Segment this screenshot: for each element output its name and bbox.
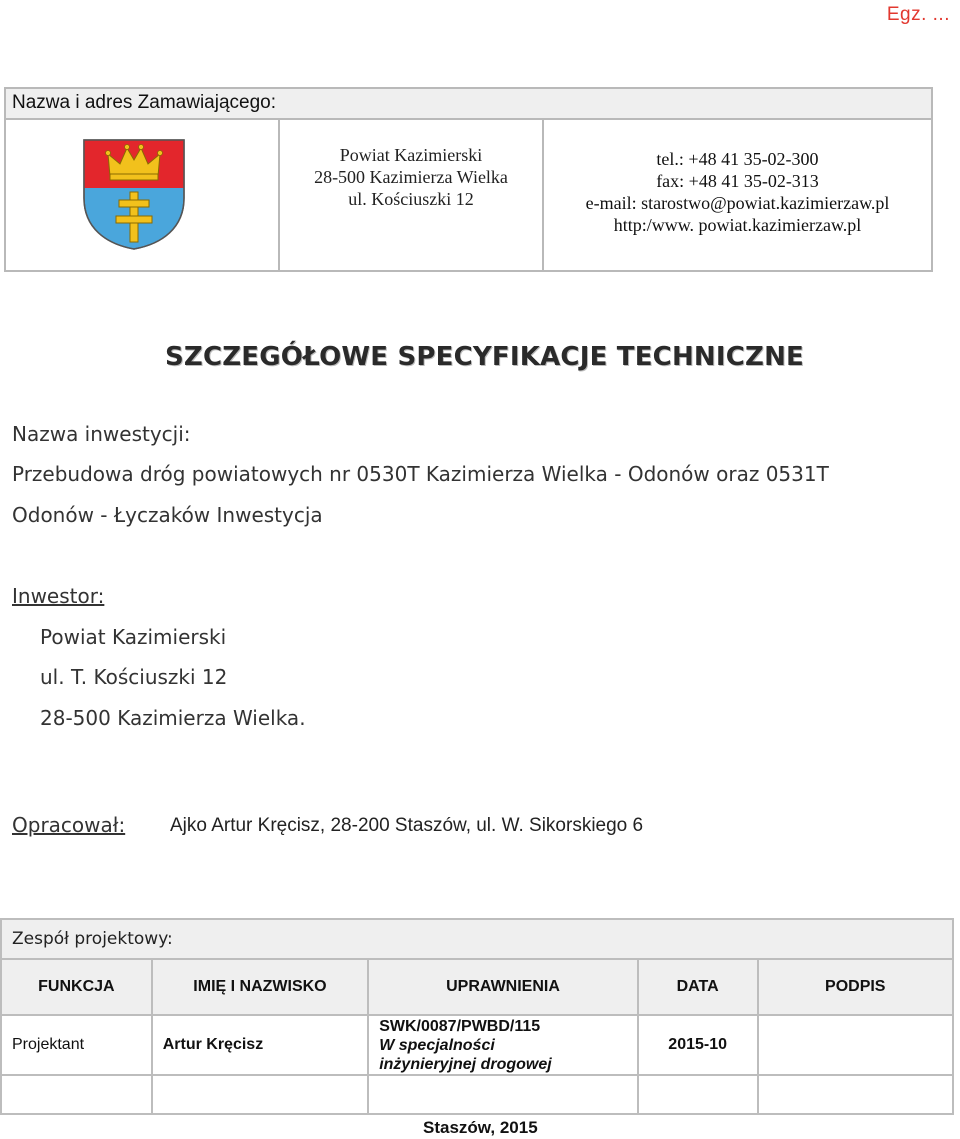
investor-line: ul. T. Kościuszki 12 <box>40 665 228 689</box>
design-team-table <box>0 918 954 1115</box>
address-line: 28-500 Kazimierza Wielka <box>314 167 508 187</box>
permission-scope: W specjalności <box>379 1036 495 1054</box>
empty-cell <box>1 1075 152 1114</box>
place-date-footer: Staszów, 2015 <box>423 1118 538 1137</box>
investment-label: Nazwa inwestycji: <box>12 422 191 446</box>
prepared-by-value: Ajko Artur Kręcisz, 28-200 Staszów, ul. W. Sikorskiego 6 <box>170 815 644 836</box>
copy-number: Egz. ... <box>886 4 950 25</box>
contracting-party-table <box>4 87 933 272</box>
name-cell: Artur Kręcisz <box>152 1015 368 1075</box>
investor-line: Powiat Kazimierski <box>40 625 227 649</box>
column-header: UPRAWNIENIA <box>368 959 638 1015</box>
empty-cell <box>758 1075 954 1114</box>
table-row <box>1 1075 953 1114</box>
coat-of-arms-icon <box>80 136 188 252</box>
phone-text: tel.: +48 41 35-02-300 <box>656 149 819 169</box>
logo-cell <box>6 120 280 270</box>
investment-name-line: Przebudowa dróg powiatowych nr 0530T Kazimierza Wielka - Odonów oraz 0531T <box>12 462 829 486</box>
column-header: IMIĘ I NAZWISKO <box>152 959 368 1015</box>
address-line: Powiat Kazimierski <box>339 145 483 165</box>
address-cell <box>280 120 544 270</box>
empty-cell <box>152 1075 368 1114</box>
signature-cell <box>758 1015 954 1075</box>
date-cell: 2015-10 <box>638 1015 758 1075</box>
fax-text: fax: +48 41 35-02-313 <box>656 171 819 191</box>
function-cell: Projektant <box>1 1015 152 1075</box>
investment-name-line: Odonów - Łyczaków Inwestycja <box>12 503 323 527</box>
empty-cell <box>638 1075 758 1114</box>
contact-cell <box>544 120 931 270</box>
table-row <box>1 1015 953 1075</box>
permission-scope: inżynieryjnej drogowej <box>379 1055 552 1073</box>
prepared-by-label: Opracował: <box>12 813 126 837</box>
email-link[interactable]: e-mail: starostwo@powiat.kazimierzaw.pl <box>585 193 890 213</box>
address-line: ul. Kościuszki 12 <box>348 189 474 209</box>
investor-line: 28-500 Kazimierza Wielka. <box>40 706 306 730</box>
design-team-title: Zespół projektowy: <box>1 919 953 959</box>
column-header: PODPIS <box>758 959 954 1015</box>
contracting-party-header: Nazwa i adres Zamawiającego: <box>6 89 931 120</box>
empty-cell <box>368 1075 638 1114</box>
investor-label: Inwestor: <box>12 584 105 608</box>
permission-cell <box>368 1015 638 1075</box>
column-header: FUNKCJA <box>1 959 152 1015</box>
column-header: DATA <box>638 959 758 1015</box>
document-title: SZCZEGÓŁOWE SPECYFIKACJE TECHNICZNE <box>164 342 805 372</box>
website-link[interactable]: http:/www. powiat.kazimierzaw.pl <box>613 215 862 235</box>
permission-number: SWK/0087/PWBD/115 <box>379 1017 541 1035</box>
